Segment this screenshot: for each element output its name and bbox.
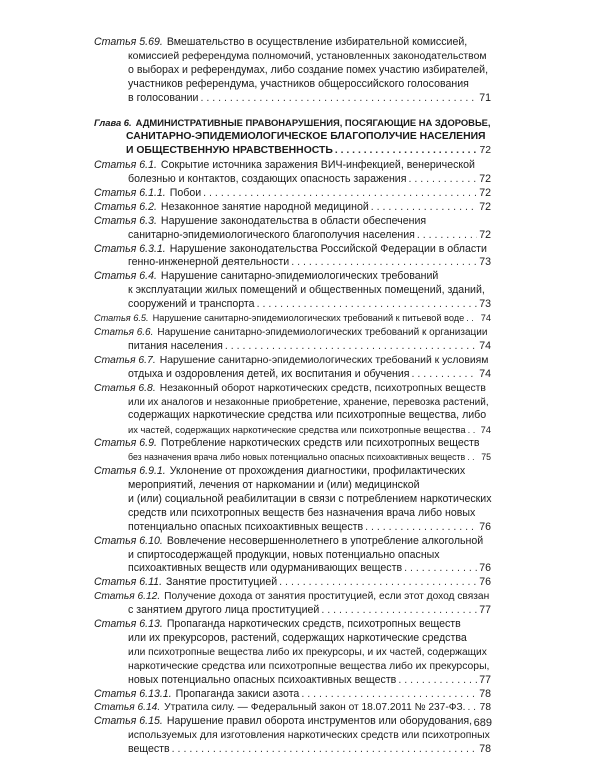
article-label: Статья 6.11. bbox=[94, 576, 163, 589]
entry-text: к эксплуатации жилых помещений и общественных помещений, зданий, bbox=[128, 284, 485, 297]
toc-line bbox=[94, 270, 491, 284]
entry-text: Нарушение санитарно-эпидемиологических требований bbox=[160, 270, 439, 283]
article-label: Статья 6.6. bbox=[94, 327, 154, 339]
toc-article-entry bbox=[94, 688, 491, 702]
toc-article-entry bbox=[94, 437, 491, 465]
entry-text: и (или) социальной реабилитации в связи с потреблением наркотических bbox=[128, 492, 492, 505]
entry-text: Нарушение санитарно-эпидемиологических требований к организации bbox=[157, 327, 488, 339]
entry-text: мероприятий, лечения от наркомании и (или) медицинской bbox=[128, 478, 420, 491]
toc-line bbox=[94, 646, 491, 660]
entry-text: Вовлечение несовершеннолетнего в употребление алкогольной bbox=[166, 534, 484, 547]
entry-text: питания населения bbox=[128, 339, 223, 352]
entry-text: Нарушение правил оборота инструментов или оборудования, bbox=[166, 715, 473, 728]
entry-text: без назначения врача либо новых потенциально опасных психоактивных веществ bbox=[128, 452, 466, 463]
dot-leader bbox=[468, 423, 477, 437]
toc-line bbox=[94, 64, 491, 78]
dot-leader bbox=[466, 312, 477, 326]
article-label: Статья 6.13.1. bbox=[94, 687, 172, 700]
entry-page-number: 71 bbox=[479, 91, 491, 104]
chapter-label: Глава 6. bbox=[94, 116, 132, 128]
entry-text: сооружений и транспорта bbox=[128, 298, 255, 311]
toc-article-entry bbox=[94, 590, 491, 618]
toc-line bbox=[94, 326, 491, 340]
toc-line bbox=[94, 507, 491, 521]
toc-line bbox=[94, 437, 491, 451]
article-label: Статья 6.9.1. bbox=[94, 465, 166, 478]
entry-text: болезнью и контактов, создающих опасность заражения bbox=[128, 173, 407, 186]
entry-text: генно-инженерной деятельности bbox=[128, 256, 290, 269]
toc-line bbox=[94, 116, 491, 130]
entry-page-number: 72 bbox=[479, 186, 491, 199]
article-label: Статья 6.8. bbox=[94, 382, 156, 394]
dot-leader bbox=[203, 187, 477, 201]
toc-line bbox=[94, 36, 491, 50]
entry-text: Нарушение законодательства в области обеспечения bbox=[160, 214, 427, 227]
dot-leader bbox=[408, 173, 477, 187]
entry-page-number: 72 bbox=[479, 144, 491, 156]
toc-line bbox=[94, 549, 491, 563]
toc-article-entry bbox=[94, 701, 491, 715]
toc-article-entry bbox=[94, 465, 491, 535]
article-label: Статья 6.10. bbox=[94, 534, 163, 547]
toc-line bbox=[94, 396, 491, 410]
entry-page-number: 72 bbox=[479, 173, 491, 186]
toc-line bbox=[94, 50, 491, 64]
toc-article-entry bbox=[94, 159, 491, 187]
toc-line bbox=[94, 618, 491, 632]
toc-line bbox=[94, 340, 491, 354]
entry-page-number: 76 bbox=[479, 520, 491, 533]
entry-page-number: 78 bbox=[479, 743, 491, 756]
entry-page-number: 73 bbox=[479, 256, 491, 269]
dot-leader bbox=[321, 604, 477, 618]
toc-article-entry bbox=[94, 382, 491, 438]
toc-line bbox=[94, 298, 491, 312]
entry-text: Занятие проституцией bbox=[166, 576, 278, 589]
article-label: Статья 6.5. bbox=[94, 313, 149, 324]
article-label: Статья 6.14. bbox=[94, 702, 161, 714]
toc-article-entry bbox=[94, 187, 491, 201]
toc-line bbox=[94, 451, 491, 465]
toc-article-entry bbox=[94, 312, 491, 326]
entry-text: веществ bbox=[128, 743, 170, 756]
article-label: Статья 6.1. bbox=[94, 159, 157, 172]
entry-text: отдыха и оздоровления детей, их воспитания и обучения bbox=[128, 367, 410, 380]
toc-line bbox=[94, 688, 491, 702]
entry-text: Уклонение от прохождения диагностики, профилактических bbox=[169, 465, 466, 478]
dot-leader bbox=[467, 701, 477, 715]
entry-text: Пропаганда закиси азота bbox=[175, 687, 300, 700]
entry-text: Нарушение законодательства Российской Федерации в области bbox=[169, 242, 487, 255]
entry-text: потенциально опасных психоактивных веществ bbox=[128, 520, 364, 533]
toc-line bbox=[94, 256, 491, 270]
entry-text: участников референдума, участников общероссийского голосования bbox=[128, 77, 469, 90]
entry-text: Пропаганда наркотических средств, психотропных веществ bbox=[166, 618, 461, 631]
entry-page-number: 72 bbox=[479, 228, 491, 241]
entry-text: и спиртосодержащей продукции, новых потенциально опасных bbox=[128, 548, 440, 561]
entry-page-number: 73 bbox=[479, 298, 491, 311]
toc-article-entry bbox=[94, 354, 491, 382]
toc-line bbox=[94, 715, 491, 729]
toc-line bbox=[94, 409, 491, 423]
toc-line bbox=[94, 243, 491, 257]
entry-text: средств или психотропных веществ без назначения врача либо новых bbox=[128, 506, 476, 519]
article-label: Статья 6.2. bbox=[94, 200, 157, 213]
article-label: Статья 6.15. bbox=[94, 715, 163, 728]
entry-text: Нарушение санитарно-эпидемиологических требований к условиям bbox=[159, 354, 489, 366]
toc-line bbox=[94, 215, 491, 229]
toc-line bbox=[94, 743, 491, 757]
toc-article-entry bbox=[94, 535, 491, 577]
dot-leader bbox=[279, 576, 477, 590]
entry-text: И ОБЩЕСТВЕННУЮ НРАВСТВЕННОСТЬ bbox=[126, 144, 333, 156]
page-number: 689 bbox=[473, 717, 492, 729]
entry-text: санитарно-эпидемиологического благополучия населения bbox=[128, 228, 415, 241]
dot-leader bbox=[371, 201, 477, 215]
dot-leader bbox=[225, 340, 477, 354]
entry-text: Сокрытие источника заражения ВИЧ-инфекцией, венерической bbox=[160, 159, 475, 172]
dot-leader bbox=[257, 298, 477, 312]
dot-leader bbox=[335, 144, 477, 158]
toc-article-entry bbox=[94, 215, 491, 243]
entry-page-number: 78 bbox=[479, 702, 491, 714]
entry-text: используемых для изготовления наркотических средств или психотропных bbox=[128, 730, 490, 742]
toc-article-entry bbox=[94, 243, 491, 271]
toc-article-entry bbox=[94, 715, 491, 757]
entry-text: новых потенциально опасных психоактивных веществ bbox=[128, 673, 397, 686]
article-label: Статья 6.1.1. bbox=[94, 186, 166, 199]
toc-article-entry bbox=[94, 270, 491, 312]
article-label: Статья 6.3. bbox=[94, 214, 157, 227]
entry-text: САНИТАРНО-ЭПИДЕМИОЛОГИЧЕСКОЕ БЛАГОПОЛУЧИЕ НАСЕЛЕНИЯ bbox=[126, 130, 486, 142]
entry-text: Получение дохода от занятия проституцией, если этот доход связан bbox=[164, 591, 490, 603]
toc-article-entry bbox=[94, 36, 491, 106]
article-label: Статья 6.3.1. bbox=[94, 242, 166, 255]
toc-line bbox=[94, 130, 491, 144]
toc-line bbox=[94, 562, 491, 576]
toc-line bbox=[94, 576, 491, 590]
dot-leader bbox=[467, 451, 477, 465]
entry-text: комиссией референдума полномочий, установленных законодательством bbox=[128, 50, 487, 62]
entry-page-number: 77 bbox=[479, 673, 491, 686]
toc-article-entry bbox=[94, 201, 491, 215]
entry-text: с занятием другого лица проституцией bbox=[128, 604, 320, 617]
toc-line bbox=[94, 382, 491, 396]
entry-text: или их прекурсоров, растений, содержащих наркотические средства bbox=[128, 631, 467, 644]
toc-line bbox=[94, 354, 491, 368]
entry-text: или психотропные вещества либо их прекурсоры, и их частей, содержащих bbox=[128, 646, 487, 658]
article-label: Статья 6.4. bbox=[94, 270, 157, 283]
entry-text: психоактивных веществ или одурманивающих веществ bbox=[128, 562, 403, 575]
entry-text: наркотические средства или психотропные вещества либо их прекурсоры, bbox=[128, 660, 490, 672]
entry-text: Незаконный оборот наркотических средств, психотропных веществ bbox=[159, 382, 486, 394]
toc-line bbox=[94, 729, 491, 743]
entry-text: содержащих наркотические средства или психотропные вещества, либо bbox=[128, 409, 487, 422]
dot-leader bbox=[417, 229, 477, 243]
article-label: Статья 6.9. bbox=[94, 437, 157, 450]
toc-line bbox=[94, 201, 491, 215]
dot-leader bbox=[200, 92, 477, 106]
toc-line bbox=[94, 92, 491, 106]
article-label: Статья 6.12. bbox=[94, 591, 161, 603]
article-label: Статья 6.7. bbox=[94, 354, 156, 366]
dot-leader bbox=[291, 256, 477, 270]
entry-text: их частей, содержащих наркотические средства или психотропные вещества bbox=[128, 424, 466, 436]
toc-line bbox=[94, 604, 491, 618]
entry-text: Побои bbox=[169, 186, 202, 199]
toc-line bbox=[94, 187, 491, 201]
toc-line bbox=[94, 144, 491, 158]
article-label: Статья 5.69. bbox=[94, 36, 163, 48]
toc-line bbox=[94, 173, 491, 187]
dot-leader bbox=[412, 368, 477, 382]
toc-article-entry bbox=[94, 326, 491, 354]
entry-text: или их аналогов и незаконные приобретение, хранение, перевозка растений, bbox=[128, 396, 489, 408]
toc-line bbox=[94, 229, 491, 243]
toc-line bbox=[94, 423, 491, 437]
toc-line bbox=[94, 535, 491, 549]
toc-line bbox=[94, 660, 491, 674]
entry-page-number: 74 bbox=[479, 339, 491, 352]
toc-line bbox=[94, 159, 491, 173]
entry-page-number: 76 bbox=[479, 562, 491, 575]
entry-page-number: 75 bbox=[481, 452, 491, 463]
dot-leader bbox=[301, 688, 477, 702]
article-label: Статья 6.13. bbox=[94, 618, 163, 631]
dot-leader bbox=[398, 674, 477, 688]
dot-leader bbox=[172, 743, 477, 757]
entry-page-number: 77 bbox=[479, 604, 491, 617]
dot-leader bbox=[365, 521, 477, 535]
toc-line bbox=[94, 632, 491, 646]
entry-text: Нарушение санитарно-эпидемиологических требований к питьевой воде bbox=[152, 313, 465, 324]
toc-line bbox=[94, 590, 491, 604]
entry-text: АДМИНИСТРАТИВНЫЕ ПРАВОНАРУШЕНИЯ, ПОСЯГАЮЩИЕ НА ЗДОРОВЬЕ, bbox=[135, 116, 491, 128]
toc-line bbox=[94, 312, 491, 326]
toc-line bbox=[94, 521, 491, 535]
entry-page-number: 76 bbox=[479, 576, 491, 589]
entry-page-number: 78 bbox=[479, 687, 491, 700]
toc-chapter-entry bbox=[94, 116, 491, 159]
toc-article-entry bbox=[94, 576, 491, 590]
entry-text: Утратила силу. — Федеральный закон от 18.07.2011 № 237-ФЗ. bbox=[164, 702, 466, 714]
toc-line bbox=[94, 368, 491, 382]
toc-line bbox=[94, 701, 491, 715]
entry-page-number: 74 bbox=[480, 424, 491, 436]
toc-line bbox=[94, 493, 491, 507]
table-of-contents bbox=[94, 36, 491, 757]
entry-text: о выборах и референдумах, либо создание помех участию избирателей, bbox=[128, 63, 489, 76]
toc-line bbox=[94, 465, 491, 479]
toc-line bbox=[94, 284, 491, 298]
entry-text: Незаконное занятие народной медициной bbox=[160, 200, 369, 213]
entry-page-number: 74 bbox=[479, 367, 491, 380]
toc-line bbox=[94, 674, 491, 688]
entry-page-number: 74 bbox=[480, 313, 491, 324]
entry-text: Потребление наркотических средств или психотропных веществ bbox=[160, 437, 480, 450]
toc-line bbox=[94, 479, 491, 493]
toc-line bbox=[94, 78, 491, 92]
entry-text: в голосовании bbox=[128, 91, 199, 104]
entry-text: Вмешательство в осуществление избирательной комиссией, bbox=[166, 36, 468, 48]
dot-leader bbox=[404, 562, 477, 576]
toc-article-entry bbox=[94, 618, 491, 688]
entry-page-number: 72 bbox=[479, 200, 491, 213]
